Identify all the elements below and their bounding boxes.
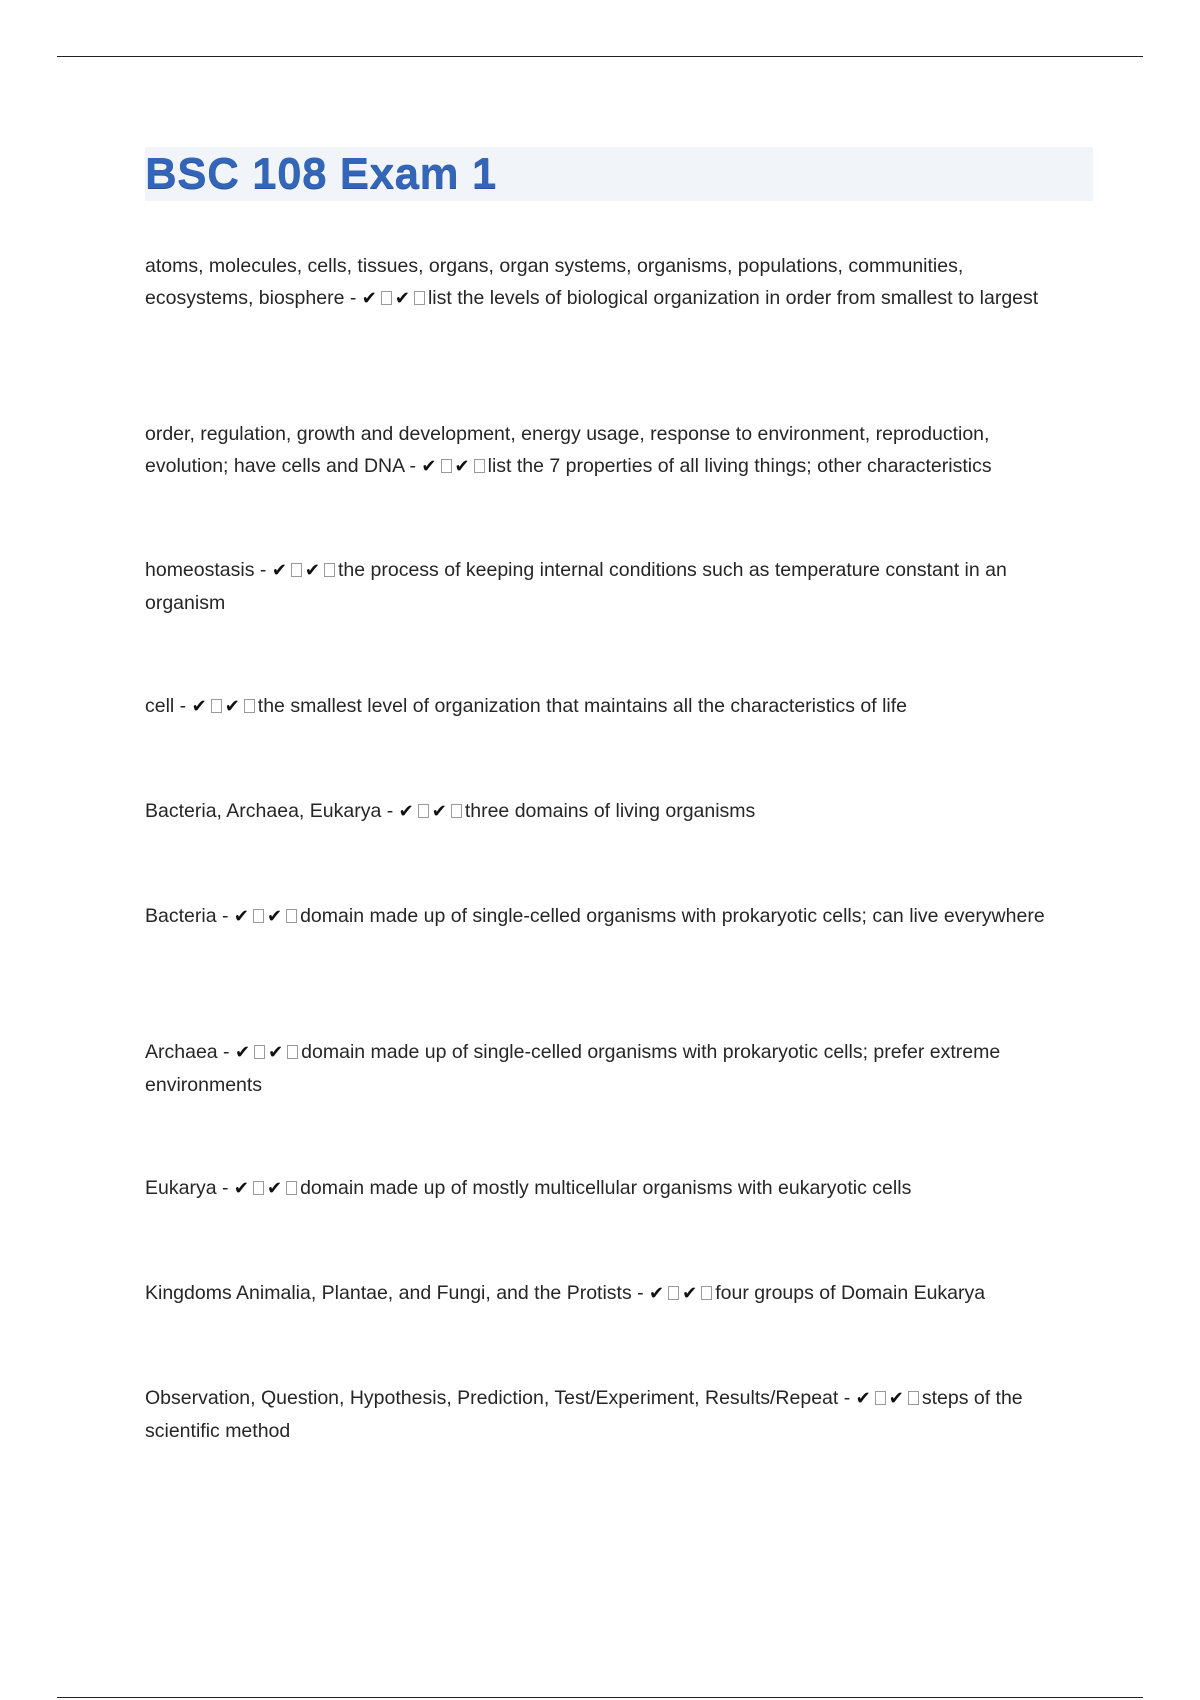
- card-term: Observation, Question, Hypothesis, Prediction, Test/Experiment, Results/Repeat: [145, 1387, 839, 1409]
- card-definition: steps of the scientific method: [145, 1387, 1023, 1442]
- card-definition: domain made up of single-celled organisms with prokaryotic cells; can live everywhere: [300, 905, 1045, 927]
- missing-glyph-box-icon: [908, 1391, 919, 1405]
- flashcard: [145, 1277, 1075, 1310]
- missing-glyph-box-icon: [253, 1181, 264, 1195]
- card-separator: -: [344, 287, 362, 309]
- card-term: Bacteria, Archaea, Eukarya: [145, 800, 382, 822]
- card-definition: the process of keeping internal conditions such as temperature constant in an organism: [145, 559, 1007, 614]
- check-icon: ✔: [233, 1178, 249, 1199]
- flashcard: [145, 900, 1075, 933]
- missing-glyph-box-icon: [701, 1286, 712, 1300]
- missing-glyph-box-icon: [244, 699, 255, 713]
- missing-glyph-box-icon: [668, 1286, 679, 1300]
- check-icon: ✔: [224, 696, 240, 717]
- card-term: Bacteria: [145, 905, 217, 927]
- card-term: Kingdoms Animalia, Plantae, and Fungi, and the Protists: [145, 1282, 632, 1304]
- check-icon: ✔: [649, 1283, 665, 1304]
- flashcard: [145, 690, 1075, 723]
- card-definition: domain made up of mostly multicellular organisms with eukaryotic cells: [300, 1177, 912, 1199]
- missing-glyph-box-icon: [875, 1391, 886, 1405]
- missing-glyph-box-icon: [451, 804, 462, 818]
- card-definition: three domains of living organisms: [464, 800, 756, 822]
- missing-glyph-box-icon: [253, 909, 264, 923]
- missing-glyph-box-icon: [441, 459, 452, 473]
- card-term: homeostasis: [145, 559, 255, 581]
- card-separator: -: [216, 1177, 234, 1199]
- card-separator: -: [216, 905, 234, 927]
- card-definition: list the levels of biological organization in order from smallest to largest: [427, 287, 1039, 309]
- check-icon: ✔: [431, 801, 447, 822]
- flashcard: [145, 554, 1075, 619]
- check-icon: ✔: [266, 1178, 283, 1199]
- check-icon: ✔: [855, 1388, 871, 1409]
- missing-glyph-box-icon: [254, 1045, 265, 1059]
- missing-glyph-box-icon: [286, 909, 297, 923]
- check-icon: ✔: [682, 1283, 698, 1304]
- flashcard: [145, 1172, 1075, 1205]
- card-separator: -: [217, 1041, 235, 1063]
- check-icon: ✔: [398, 801, 414, 822]
- card-term: Archaea: [145, 1041, 218, 1063]
- check-icon: ✔: [304, 560, 320, 581]
- flashcard: [145, 1036, 1075, 1101]
- card-definition: domain made up of single-celled organisms with prokaryotic cells; prefer extreme environments: [145, 1041, 1001, 1096]
- missing-glyph-box-icon: [286, 1181, 297, 1195]
- flashcard: [145, 1382, 1075, 1447]
- card-term: order, regulation, growth and development, energy usage, response to environment, reproduction, evolution; have cells and DNA: [145, 423, 990, 477]
- card-term: cell: [145, 695, 175, 717]
- check-icon: ✔: [361, 288, 377, 309]
- card-separator: -: [631, 1282, 650, 1304]
- card-definition: list the 7 properties of all living things; other characteristics: [487, 455, 992, 477]
- flashcard: [145, 795, 1075, 828]
- check-icon: ✔: [888, 1388, 904, 1409]
- check-icon: ✔: [234, 1042, 251, 1063]
- missing-glyph-box-icon: [291, 563, 302, 577]
- check-icon: ✔: [191, 696, 207, 717]
- card-separator: -: [254, 559, 272, 581]
- flashcard: [145, 250, 1075, 315]
- check-icon: ✔: [271, 560, 287, 581]
- missing-glyph-box-icon: [418, 804, 429, 818]
- missing-glyph-box-icon: [324, 563, 335, 577]
- card-separator: -: [838, 1387, 856, 1409]
- top-rule: [57, 56, 1143, 57]
- check-icon: ✔: [268, 1042, 284, 1063]
- flashcard: [145, 418, 1075, 483]
- check-icon: ✔: [233, 906, 249, 927]
- card-separator: -: [174, 695, 192, 717]
- check-icon: ✔: [394, 288, 410, 309]
- card-definition: four groups of Domain Eukarya: [715, 1282, 986, 1304]
- missing-glyph-box-icon: [287, 1045, 298, 1059]
- check-icon: ✔: [421, 456, 437, 477]
- card-separator: -: [381, 800, 399, 822]
- card-term: atoms, molecules, cells, tissues, organs, organ systems, organisms, populations, communities, ecosystems, biosphere: [145, 255, 964, 309]
- card-definition: the smallest level of organization that maintains all the characteristics of life: [257, 695, 908, 717]
- check-icon: ✔: [266, 906, 283, 927]
- bottom-rule: [57, 1697, 1143, 1698]
- document-title: BSC 108 Exam 1: [145, 149, 497, 198]
- missing-glyph-box-icon: [381, 291, 392, 305]
- missing-glyph-box-icon: [474, 459, 485, 473]
- title-band: [145, 147, 1093, 201]
- card-term: Eukarya: [145, 1177, 217, 1199]
- check-icon: ✔: [454, 456, 470, 477]
- missing-glyph-box-icon: [211, 699, 222, 713]
- missing-glyph-box-icon: [414, 291, 425, 305]
- card-separator: -: [404, 455, 422, 477]
